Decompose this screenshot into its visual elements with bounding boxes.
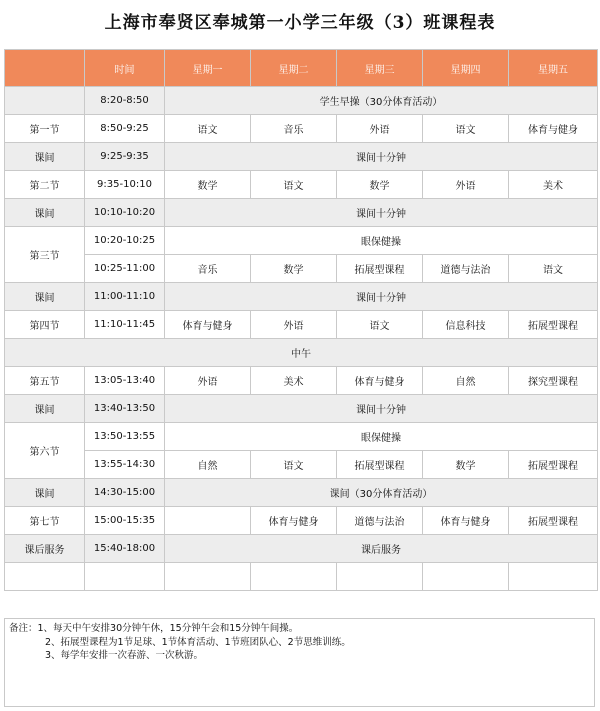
time-cell: 13:40-13:50 — [85, 395, 165, 423]
row-label: 第三节 — [5, 227, 85, 283]
row-label: 课间 — [5, 143, 85, 171]
class-cell: 自然 — [165, 451, 251, 479]
span-cell: 课间十分钟 — [165, 143, 598, 171]
class-cell: 音乐 — [165, 255, 251, 283]
noon-cell: 中午 — [5, 339, 598, 367]
class-cell: 拓展型课程 — [337, 255, 423, 283]
class-cell: 语文 — [509, 255, 598, 283]
class-cell: 外语 — [337, 115, 423, 143]
time-cell: 15:40-18:00 — [85, 535, 165, 563]
row-label: 第一节 — [5, 115, 85, 143]
table-row — [5, 227, 598, 255]
class-cell: 语文 — [165, 115, 251, 143]
empty-cell — [509, 563, 598, 591]
row-label: 课间 — [5, 395, 85, 423]
note-line-1: 备注：1、每天中午安排30分钟午休，15分钟午会和15分钟午间操。 — [9, 623, 299, 634]
class-cell: 外语 — [165, 367, 251, 395]
table-row — [5, 87, 598, 115]
table-row — [5, 283, 598, 311]
empty-cell — [165, 563, 251, 591]
class-cell: 外语 — [423, 171, 509, 199]
class-cell: 拓展型课程 — [509, 451, 598, 479]
table-row — [5, 199, 598, 227]
row-label: 第四节 — [5, 311, 85, 339]
empty-cell — [251, 563, 337, 591]
class-cell: 语文 — [251, 171, 337, 199]
class-cell: 美术 — [251, 367, 337, 395]
class-cell: 数学 — [337, 171, 423, 199]
row-label: 第五节 — [5, 367, 85, 395]
row-label: 第六节 — [5, 423, 85, 479]
table-row — [5, 143, 598, 171]
class-cell: 道德与法治 — [337, 507, 423, 535]
span-cell: 课间十分钟 — [165, 395, 598, 423]
class-cell: 拓展型课程 — [509, 507, 598, 535]
time-cell: 10:20-10:25 — [85, 227, 165, 255]
row-label: 第二节 — [5, 171, 85, 199]
note-line-2: 2、拓展型课程为1节足球、1节体育活动、1节班团队心、2节思维训练。 — [45, 636, 351, 648]
table-header-row — [5, 50, 598, 87]
class-cell: 体育与健身 — [509, 115, 598, 143]
class-cell: 拓展型课程 — [337, 451, 423, 479]
time-cell: 13:05-13:40 — [85, 367, 165, 395]
table-row — [5, 171, 598, 199]
table-row — [5, 311, 598, 339]
time-cell: 13:50-13:55 — [85, 423, 165, 451]
class-cell: 语文 — [251, 451, 337, 479]
class-cell: 语文 — [337, 311, 423, 339]
span-cell: 课间十分钟 — [165, 283, 598, 311]
table-row — [5, 115, 598, 143]
class-cell: 体育与健身 — [423, 507, 509, 535]
class-cell: 数学 — [251, 255, 337, 283]
time-cell: 10:25-11:00 — [85, 255, 165, 283]
row-label: 课间 — [5, 283, 85, 311]
header-time: 时间 — [85, 50, 165, 87]
time-cell: 9:25-9:35 — [85, 143, 165, 171]
class-cell: 探究型课程 — [509, 367, 598, 395]
class-cell: 外语 — [251, 311, 337, 339]
row-label: 第七节 — [5, 507, 85, 535]
time-cell: 8:20-8:50 — [85, 87, 165, 115]
page-title: 上海市奉贤区奉城第一小学三年级（3）班课程表 — [104, 13, 496, 33]
class-cell: 道德与法治 — [423, 255, 509, 283]
header-thursday: 星期四 — [423, 50, 509, 87]
time-cell: 15:00-15:35 — [85, 507, 165, 535]
class-cell: 数学 — [423, 451, 509, 479]
class-cell: 体育与健身 — [165, 311, 251, 339]
table-row — [5, 255, 598, 283]
note-line-3: 3、每学年安排一次春游、一次秋游。 — [45, 650, 204, 661]
row-label — [5, 87, 85, 115]
time-cell: 14:30-15:00 — [85, 479, 165, 507]
table-row — [5, 339, 598, 367]
row-label: 课间 — [5, 479, 85, 507]
table-row — [5, 507, 598, 535]
table-row — [5, 451, 598, 479]
class-cell: 体育与健身 — [337, 367, 423, 395]
header-wednesday: 星期三 — [337, 50, 423, 87]
span-cell: 课后服务 — [165, 535, 598, 563]
time-cell: 8:50-9:25 — [85, 115, 165, 143]
header-tuesday: 星期二 — [251, 50, 337, 87]
time-cell: 13:55-14:30 — [85, 451, 165, 479]
notes-box — [4, 618, 595, 707]
class-cell: 语文 — [423, 115, 509, 143]
schedule-table — [4, 49, 598, 591]
class-cell: 拓展型课程 — [509, 311, 598, 339]
class-cell: 体育与健身 — [251, 507, 337, 535]
empty-cell — [337, 563, 423, 591]
class-cell: 音乐 — [251, 115, 337, 143]
time-cell: 11:00-11:10 — [85, 283, 165, 311]
table-row — [5, 423, 598, 451]
span-cell: 学生早操（30分体育活动） — [165, 87, 598, 115]
header-monday: 星期一 — [165, 50, 251, 87]
row-label: 课间 — [5, 199, 85, 227]
empty-cell — [5, 563, 85, 591]
class-cell: 数学 — [165, 171, 251, 199]
header-blank — [5, 50, 85, 87]
class-cell — [165, 507, 251, 535]
table-row-empty — [5, 563, 598, 591]
class-cell: 美术 — [509, 171, 598, 199]
table-row — [5, 479, 598, 507]
span-cell: 眼保健操 — [165, 227, 598, 255]
empty-cell — [85, 563, 165, 591]
header-friday: 星期五 — [509, 50, 598, 87]
time-cell: 10:10-10:20 — [85, 199, 165, 227]
class-cell: 自然 — [423, 367, 509, 395]
row-label: 课后服务 — [5, 535, 85, 563]
table-row — [5, 535, 598, 563]
time-cell: 11:10-11:45 — [85, 311, 165, 339]
span-cell: 课间十分钟 — [165, 199, 598, 227]
class-cell: 信息科技 — [423, 311, 509, 339]
time-cell: 9:35-10:10 — [85, 171, 165, 199]
table-row — [5, 395, 598, 423]
span-cell: 课间（30分体育活动） — [165, 479, 598, 507]
empty-cell — [423, 563, 509, 591]
span-cell: 眼保健操 — [165, 423, 598, 451]
table-row — [5, 367, 598, 395]
